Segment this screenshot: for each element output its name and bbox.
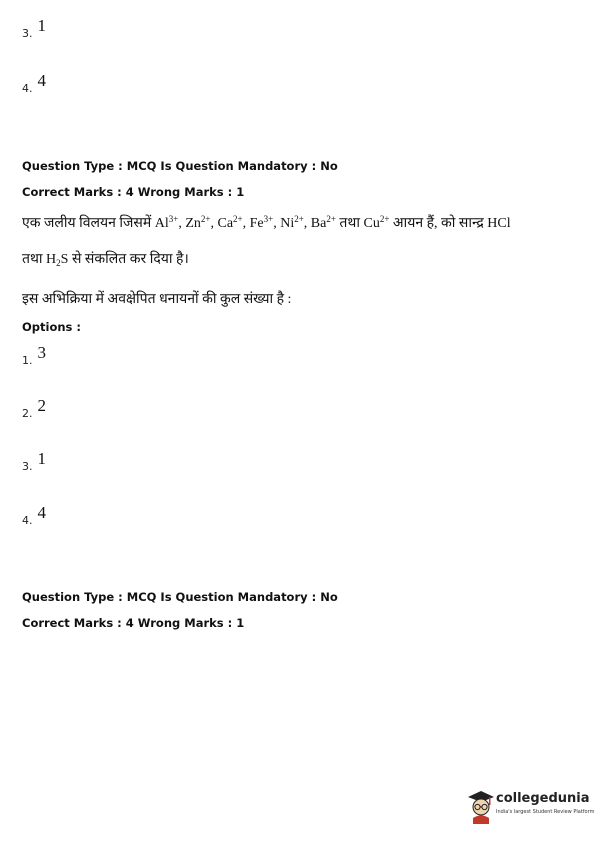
question-text-line-3: इस अभिक्रिया में अवक्षेपित धनायनों की कुल संख्या है : <box>22 292 292 307</box>
option-number: 4. <box>22 514 33 527</box>
next-question-marks-line: Correct Marks : 4 Wrong Marks : 1 <box>22 616 245 630</box>
text-fragment: तथा H <box>22 252 57 267</box>
option-4[interactable] <box>22 503 46 529</box>
question-tail: आयन हैं, को सान्द्र HCl <box>389 216 511 231</box>
ion-charge: 2+ <box>379 214 390 224</box>
ion-symbol: Cu <box>363 216 380 231</box>
option-number: 4. <box>22 82 33 95</box>
ion-symbol: Fe <box>249 216 264 231</box>
text-fragment: S से संकलित कर दिया है। <box>60 252 189 267</box>
ion-list <box>155 216 390 231</box>
graduate-mascot-icon <box>466 787 496 825</box>
logo-tagline: India's largest Student Review Platform <box>496 809 595 815</box>
option-value: 1 <box>37 16 46 35</box>
subscript: 2 <box>56 258 61 268</box>
option-value: 4 <box>37 503 46 522</box>
option-value: 4 <box>37 71 46 90</box>
ion-symbol: Zn <box>185 216 201 231</box>
option-2[interactable] <box>22 396 46 422</box>
ion-separator: , <box>303 216 311 231</box>
question-text-line-1 <box>22 213 511 232</box>
ion-separator: , <box>242 216 250 231</box>
question-type-line: Question Type : MCQ Is Question Mandatory : No <box>22 159 338 173</box>
next-question-type-line: Question Type : MCQ Is Question Mandatory : No <box>22 590 338 604</box>
ion-charge: 2+ <box>200 214 211 224</box>
ion-charge: 3+ <box>263 214 274 224</box>
ion-charge: 2+ <box>294 214 304 224</box>
ion-separator: , <box>273 216 281 231</box>
ion-charge: 2+ <box>326 214 336 224</box>
ion-separator: तथा <box>335 216 364 231</box>
question-lead: एक जलीय विलयन जिसमें <box>22 216 155 231</box>
ion-charge: 3+ <box>168 214 179 224</box>
option-value: 1 <box>37 449 46 468</box>
ion-symbol: Ca <box>217 216 234 231</box>
option-1[interactable] <box>22 343 46 369</box>
ion-symbol: Ba <box>310 216 327 231</box>
collegedunia-logo <box>466 787 594 825</box>
question-marks-line: Correct Marks : 4 Wrong Marks : 1 <box>22 185 245 199</box>
question-text-line-2 <box>22 249 189 268</box>
option-number: 1. <box>22 354 33 367</box>
ion-symbol: Ni <box>280 216 295 231</box>
option-number: 2. <box>22 407 33 420</box>
ion-symbol: Al <box>154 216 169 231</box>
options-label: Options : <box>22 320 81 334</box>
option-number: 3. <box>22 27 33 40</box>
option-3[interactable] <box>22 449 46 475</box>
ion-separator: , <box>178 216 186 231</box>
prev-option-3 <box>22 16 46 42</box>
ion-separator: , <box>210 216 218 231</box>
ion-charge: 2+ <box>233 214 243 224</box>
option-number: 3. <box>22 460 33 473</box>
option-value: 2 <box>37 396 46 415</box>
option-value: 3 <box>37 343 46 362</box>
prev-option-4 <box>22 71 46 97</box>
logo-name: collegedunia <box>496 791 590 806</box>
